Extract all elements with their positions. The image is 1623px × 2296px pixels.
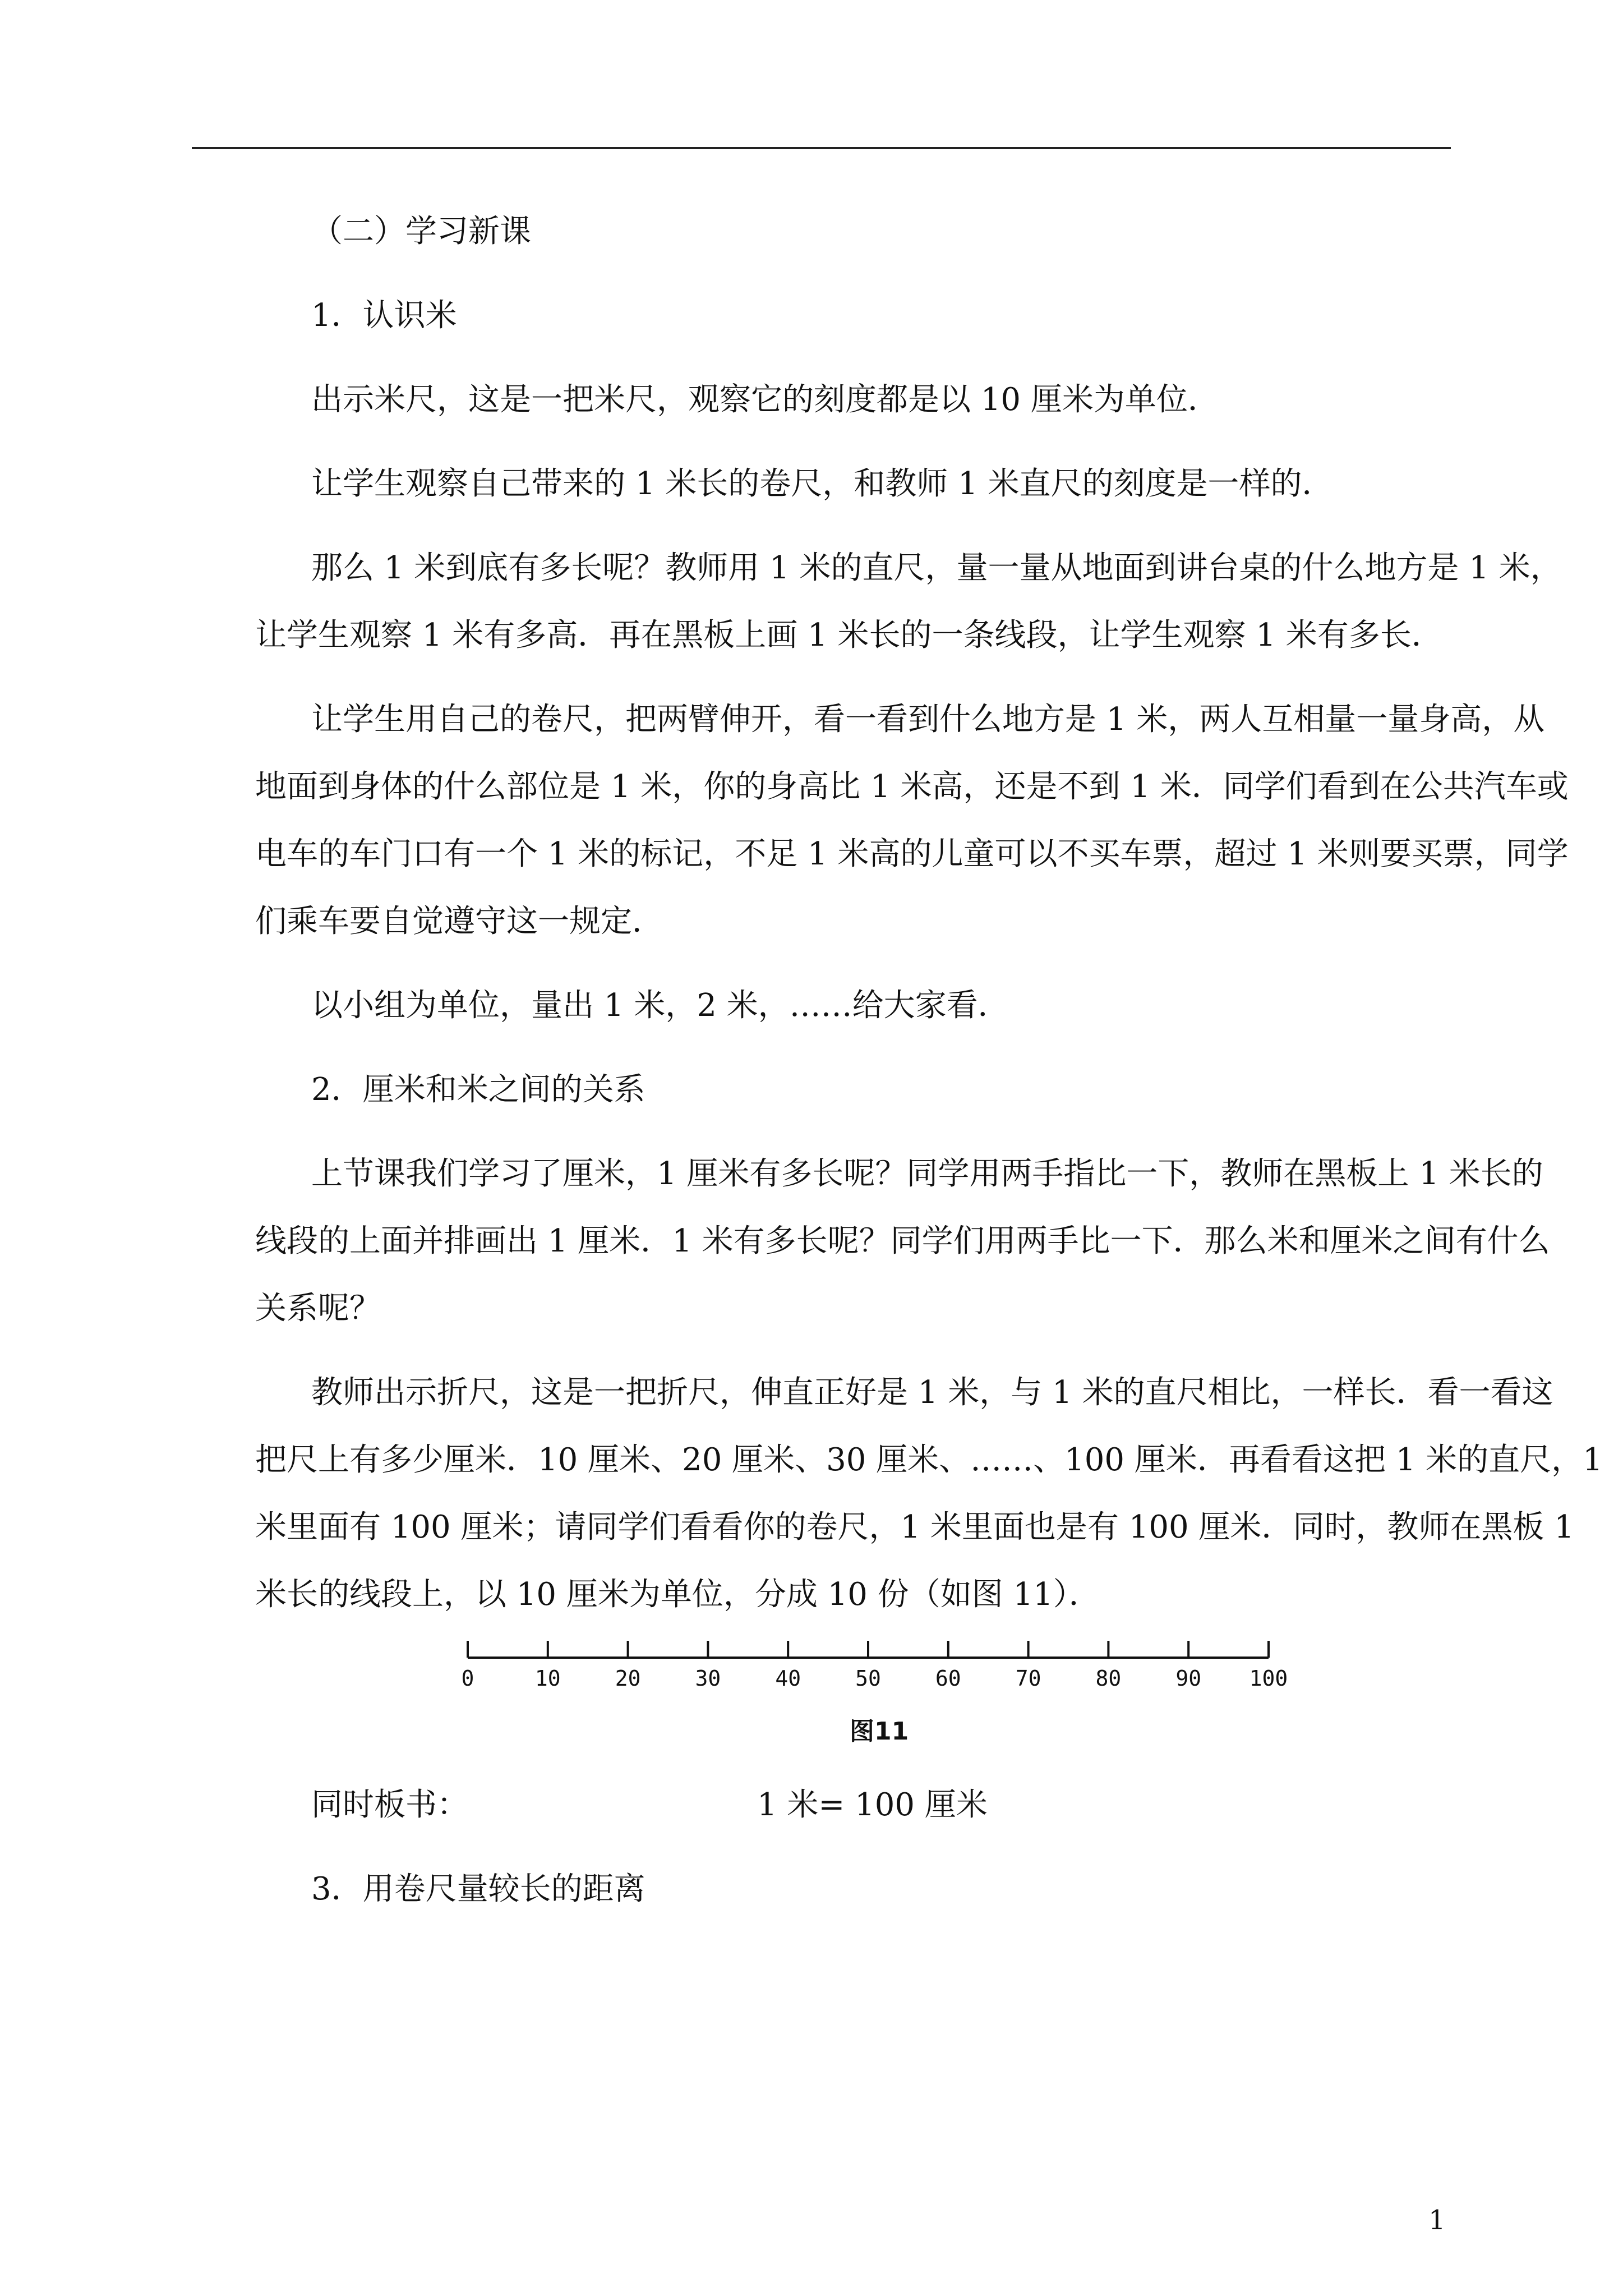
figure-caption: 图11 (850, 1717, 909, 1746)
ruler-tick-label: 10 (534, 1666, 561, 1691)
ruler-tick-label: 90 (1175, 1666, 1202, 1691)
section-title: （二）学习新课 (311, 213, 531, 250)
ruler-ticks (462, 1641, 1288, 1691)
ruler-tick-label: 80 (1095, 1666, 1122, 1691)
ruler-tick-label: 100 (1249, 1666, 1288, 1691)
ruler-tick-label: 0 (461, 1666, 474, 1691)
paragraph-line: 关系呢？ (255, 1290, 381, 1327)
heading-3: 3．用卷尺量较长的距离 (311, 1871, 645, 1907)
paragraph-line: 让学生观察 1 米有多高．再在黑板上画 1 米长的一条线段，让学生观察 1 米有多长． (255, 617, 1443, 654)
paragraph: 让学生观察自己带来的 1 米长的卷尺，和教师 1 米直尺的刻度是一样的． (311, 466, 1334, 502)
paragraph-line: 米长的线段上，以 10 厘米为单位，分成 10 份（如图 11）． (255, 1576, 1100, 1613)
paragraph: 出示米尺，这是一把米尺，观察它的刻度都是以 10 厘米为单位． (311, 381, 1219, 418)
ruler-figure (461, 1635, 1291, 1691)
ruler-tick-label: 70 (1015, 1666, 1041, 1691)
board-formula: 1 米= 100 厘米 (757, 1787, 988, 1823)
paragraph-line: 教师出示折尺，这是一把折尺，伸直正好是 1 米，与 1 米的直尺相比，一样长．看一看这 (311, 1374, 1553, 1411)
board-label: 同时板书： (311, 1787, 468, 1823)
heading-1: 1．认识米 (311, 297, 457, 334)
paragraph-line: 们乘车要自觉遵守这一规定． (255, 903, 663, 940)
ruler-tick-label: 60 (935, 1666, 961, 1691)
paragraph-line: 把尺上有多少厘米．10 厘米、20 厘米、30 厘米、……、100 厘米．再看看这把 1 米的直尺，1 (255, 1442, 1603, 1478)
paragraph-line: 地面到身体的什么部位是 1 米，你的身高比 1 米高，还是不到 1 米．同学们看到在公共汽车或 (255, 769, 1569, 805)
paragraph-line: 米里面有 100 厘米；请同学们看看你的卷尺，1 米里面也是有 100 厘米．同时，教师在黑板 1 (255, 1509, 1574, 1545)
paragraph-line: 上节课我们学习了厘米，1 厘米有多长呢？同学用两手指比一下，教师在黑板上 1 米长的 (311, 1156, 1543, 1192)
ruler-tick-label: 20 (615, 1666, 641, 1691)
paragraph: 以小组为单位，量出 1 米，2 米，……给大家看． (311, 987, 1009, 1024)
page-number: 1 (1428, 2205, 1446, 2236)
paragraph-line: 电车的车门口有一个 1 米的标记，不足 1 米高的儿童可以不买车票，超过 1 米则要买票，同学 (255, 836, 1569, 872)
header-rule (192, 147, 1451, 149)
ruler-tick-label: 50 (855, 1666, 881, 1691)
paragraph-line: 线段的上面并排画出 1 厘米．1 米有多长呢？同学们用两手比一下．那么米和厘米之间有什么 (255, 1223, 1550, 1259)
ruler-tick-label: 30 (695, 1666, 721, 1691)
paragraph-line: 让学生用自己的卷尺，把两臂伸开，看一看到什么地方是 1 米，两人互相量一量身高，从 (311, 701, 1545, 738)
heading-2: 2．厘米和米之间的关系 (311, 1071, 645, 1108)
paragraph-line: 那么 1 米到底有多长呢？教师用 1 米的直尺，量一量从地面到讲台桌的什么地方是 1 米， (311, 550, 1562, 586)
ruler-tick-label: 40 (775, 1666, 801, 1691)
